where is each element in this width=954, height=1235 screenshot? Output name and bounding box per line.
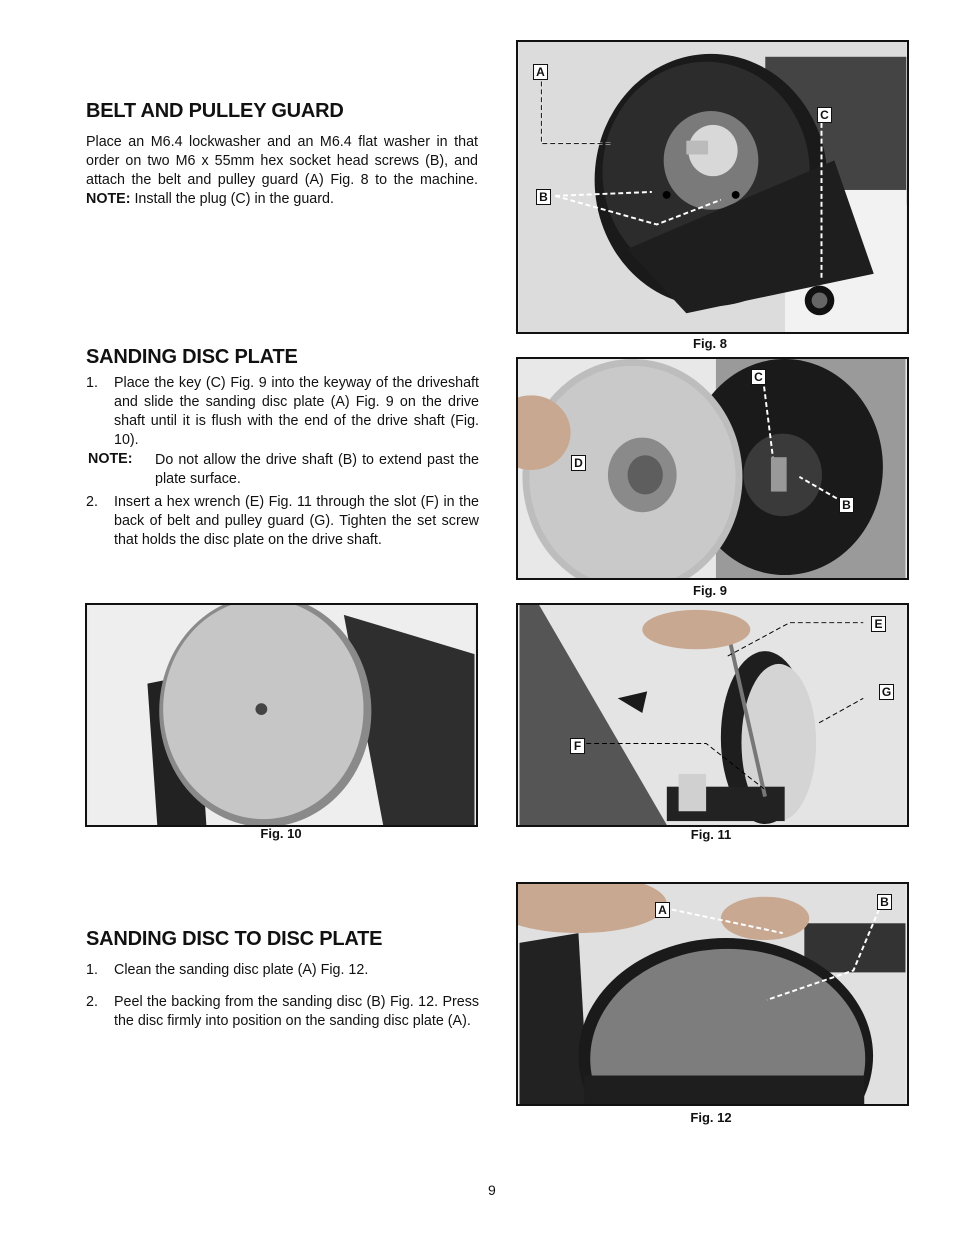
callout-label: B xyxy=(839,497,854,513)
step-text: Insert a hex wrench (E) Fig. 11 through the slot (F) in the back of belt and pulley guard (G). Tighten the set screw that holds the disc plate on the drive shaft. xyxy=(114,494,479,548)
figure-10 xyxy=(85,603,478,827)
note-label: NOTE: xyxy=(86,191,131,207)
note-text: Do not allow the drive shaft (B) to extend past the plate surface. xyxy=(155,452,479,487)
callout-label: E xyxy=(871,616,886,632)
figure-8-photo xyxy=(518,42,907,332)
callout-label: B xyxy=(877,894,892,910)
figure-11 xyxy=(516,603,909,827)
figure-8 xyxy=(516,40,909,334)
body-text: Install the plug (C) in the guard. xyxy=(130,191,334,207)
callout-label: A xyxy=(533,64,548,80)
step-text: Peel the backing from the sanding disc (B) Fig. 12. Press the disc firmly into position on the sanding disc plate (A). xyxy=(114,994,479,1029)
callout-label: D xyxy=(571,455,586,471)
note-block xyxy=(86,451,479,491)
figure-11-photo xyxy=(518,605,907,825)
figure-caption: Fig. 10 xyxy=(260,826,302,841)
section-title-sanding-disc-to-plate: SANDING DISC TO DISC PLATE xyxy=(86,928,383,950)
page-number: 9 xyxy=(488,1182,496,1198)
section-title-belt-pulley-guard: BELT AND PULLEY GUARD xyxy=(86,100,344,122)
step-2 xyxy=(86,493,479,550)
note-label: NOTE: xyxy=(88,451,133,467)
step-number: 1. xyxy=(86,375,98,391)
body-text: Place an M6.4 lockwasher and an M6.4 flat washer in that order on two M6 x 55mm hex socket head screws (B), and attach the belt and pulley guard (A) Fig. 8 to the machine. xyxy=(86,134,478,188)
section-title-sanding-disc-plate: SANDING DISC PLATE xyxy=(86,346,298,368)
callout-label: C xyxy=(817,107,832,123)
callout-label: F xyxy=(570,738,585,754)
figure-caption: Fig. 11 xyxy=(690,827,732,842)
step-1 xyxy=(86,374,479,450)
figure-caption: Fig. 8 xyxy=(693,336,727,351)
section-body-belt-pulley-guard xyxy=(86,133,478,209)
figure-caption: Fig. 12 xyxy=(690,1110,732,1125)
step-number: 1. xyxy=(86,962,98,978)
figure-12 xyxy=(516,882,909,1106)
step-2 xyxy=(86,993,479,1050)
step-text: Place the key (C) Fig. 9 into the keyway of the driveshaft and slide the sanding disc plate (A) Fig. 9 on the drive shaft until it is flush with the end of the drive shaft (Fig. 10). xyxy=(114,375,479,448)
callout-label: B xyxy=(536,189,551,205)
callout-label: G xyxy=(879,684,894,700)
figure-caption: Fig. 9 xyxy=(693,583,727,598)
step-number: 2. xyxy=(86,994,98,1010)
callout-label: A xyxy=(655,902,670,918)
step-number: 2. xyxy=(86,494,98,510)
step-text: Clean the sanding disc plate (A) Fig. 12. xyxy=(114,962,369,978)
step-1 xyxy=(86,961,479,981)
figure-12-photo xyxy=(518,884,907,1104)
figure-10-photo xyxy=(87,605,476,825)
callout-label: C xyxy=(751,369,766,385)
figure-9 xyxy=(516,357,909,580)
